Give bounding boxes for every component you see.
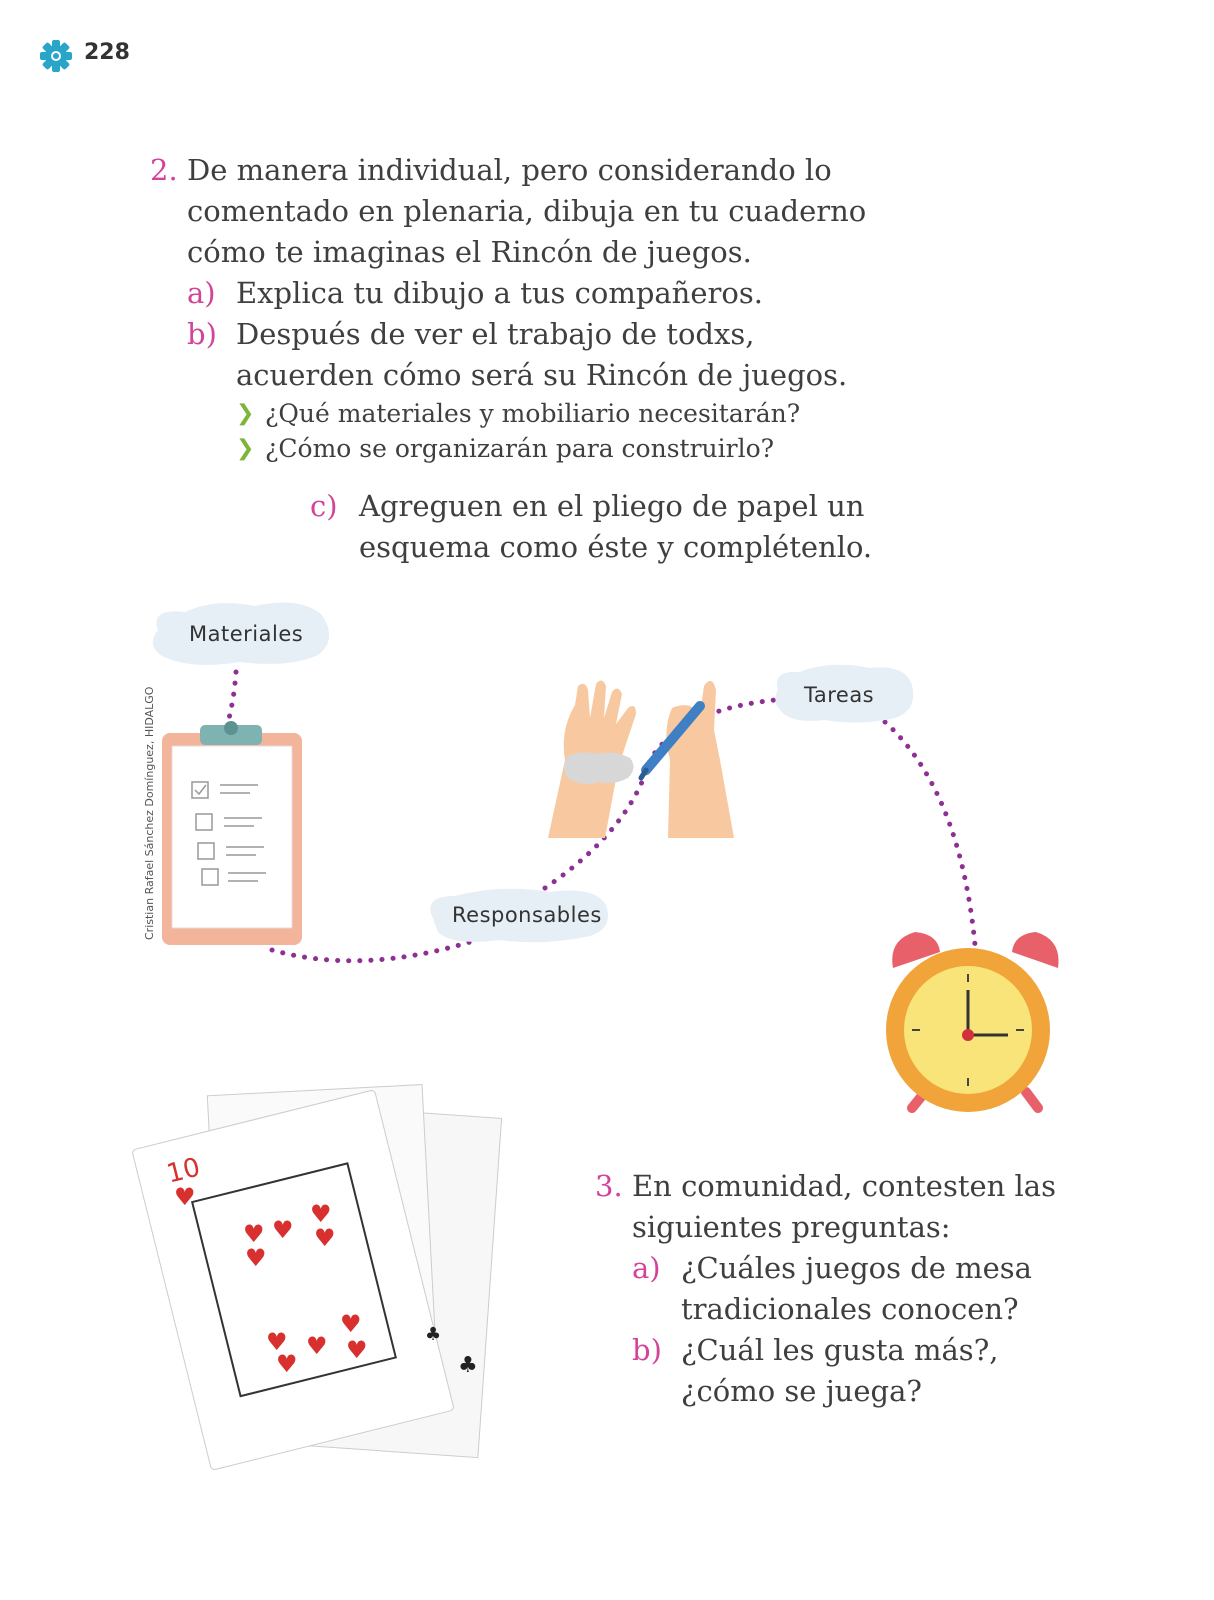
- svg-text:♥: ♥: [272, 1216, 294, 1244]
- item-2c-line: esquema como éste y complétenlo.: [359, 530, 873, 564]
- item-3: [595, 1166, 1185, 1412]
- item-3-line: siguientes preguntas:: [632, 1210, 951, 1244]
- item-3-line: En comunidad, contesten las: [632, 1169, 1056, 1203]
- item-2-number: 2.: [150, 153, 178, 187]
- item-3a-line: tradicionales conocen?: [681, 1292, 1019, 1326]
- item-3-number: 3.: [595, 1169, 623, 1203]
- svg-text:♥: ♥: [243, 1220, 265, 1248]
- illustration-credit: Cristian Rafael Sánchez Domínguez, HIDALGO: [143, 686, 156, 940]
- item-2c: [310, 486, 910, 568]
- item-3b-line: ¿Cuál les gusta más?,: [681, 1333, 999, 1367]
- label-responsables: Responsables: [452, 903, 602, 927]
- svg-text:♥: ♥: [314, 1224, 336, 1252]
- item-2b-letter: b): [187, 317, 217, 351]
- chevron-right-icon: ❯: [236, 401, 255, 426]
- bullet-text: ¿Qué materiales y mobiliario necesitarán?: [265, 399, 801, 428]
- clipboard-icon: [162, 721, 302, 945]
- item-2b-line: acuerden cómo será su Rincón de juegos.: [236, 358, 848, 392]
- playing-cards-icon: [132, 1085, 502, 1471]
- item-3b-letter: b): [632, 1333, 662, 1367]
- item-2b-line: Después de ver el trabajo de todxs,: [236, 317, 755, 351]
- item-3b-line: ¿cómo se juega?: [681, 1374, 922, 1408]
- item-2c-line: Agreguen en el pliego de papel un: [359, 489, 865, 523]
- svg-text:♥: ♥: [340, 1310, 362, 1338]
- item-2-line: cómo te imaginas el Rincón de juegos.: [187, 235, 752, 269]
- label-materiales: Materiales: [189, 622, 304, 646]
- item-2a-text: Explica tu dibujo a tus compañeros.: [236, 276, 763, 310]
- svg-text:♥: ♥: [346, 1336, 368, 1364]
- svg-text:♥: ♥: [306, 1332, 328, 1360]
- svg-text:♥: ♥: [174, 1183, 196, 1211]
- item-3a-line: ¿Cuáles juegos de mesa: [681, 1251, 1032, 1285]
- connector-materiales: [228, 672, 236, 722]
- svg-text:♥: ♥: [276, 1350, 298, 1378]
- item-2: [150, 150, 910, 466]
- item-2a-letter: a): [187, 276, 216, 310]
- connector-responsables: [272, 942, 470, 961]
- svg-text:♣: ♣: [458, 1353, 478, 1378]
- svg-text:♥: ♥: [245, 1244, 267, 1272]
- chevron-right-icon: ❯: [236, 436, 255, 461]
- connector-tareas: [885, 722, 975, 945]
- svg-text:♥: ♥: [266, 1328, 288, 1356]
- svg-text:♥: ♥: [310, 1200, 332, 1228]
- alarm-clock-icon: [886, 932, 1059, 1112]
- header-logo-icon: [38, 38, 74, 74]
- label-tareas: Tareas: [804, 683, 875, 707]
- item-2c-letter: c): [310, 489, 338, 523]
- page-number: 228: [84, 40, 130, 65]
- svg-text:♣: ♣: [425, 1324, 442, 1345]
- item-2-line: comentado en plenaria, dibuja en tu cuaderno: [187, 194, 867, 228]
- hands-icon: [548, 680, 734, 838]
- card-rank: 10: [163, 1152, 204, 1190]
- item-3a-letter: a): [632, 1251, 661, 1285]
- item-2-line: De manera individual, pero considerando lo: [187, 153, 832, 187]
- bullet-text: ¿Cómo se organizarán para construirlo?: [265, 434, 775, 463]
